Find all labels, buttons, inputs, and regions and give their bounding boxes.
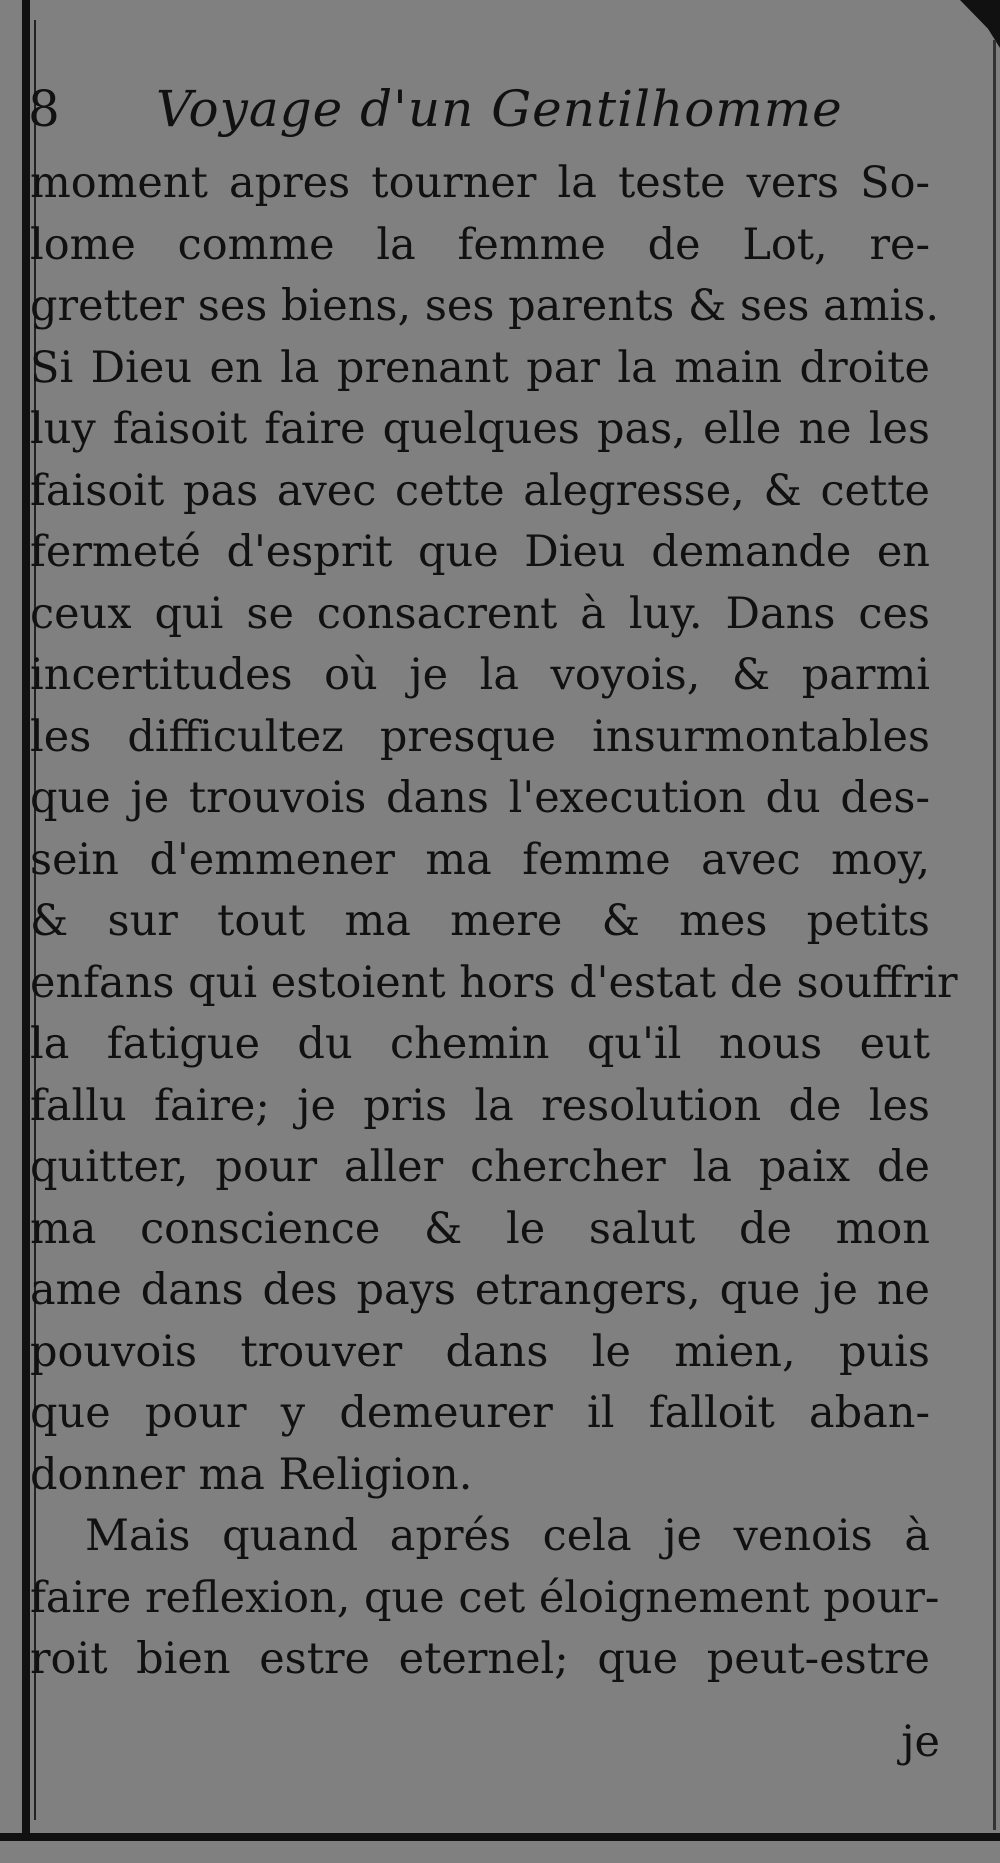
text-line: luy faisoit faire quelques pas, elle ne les	[30, 404, 930, 454]
text-line: roit bien estre eternel; que peut-estre	[30, 1634, 930, 1684]
text-line: sein d'emmener ma femme avec moy,	[30, 834, 930, 885]
scan-edge-right	[993, 40, 996, 1830]
text-line: & sur tout ma mere & mes petits	[30, 896, 930, 946]
text-line: quitter, pour aller chercher la paix de	[30, 1142, 930, 1192]
text-line: pouvois trouver dans le mien, puis	[30, 1326, 930, 1377]
text-line: la fatigue du chemin qu'il nous eut	[30, 1019, 930, 1069]
paragraph-start-line: Mais quand aprés cela je venois à	[85, 1511, 930, 1561]
text-line: Si Dieu en la prenant par la main droite	[30, 342, 930, 393]
text-line: les difficultez presque insurmontables	[30, 711, 930, 762]
text-line: ma conscience & le salut de mon	[30, 1203, 930, 1254]
text-line: ceux qui se consacrent à luy. Dans ces	[30, 588, 930, 639]
text-line: faisoit pas avec cette alegresse, & cette	[30, 465, 930, 516]
text-line: gretter ses biens, ses parents & ses amis.	[30, 281, 940, 331]
text-line: moment apres tourner la teste vers So-	[30, 158, 930, 208]
page-header	[28, 74, 988, 144]
text-line: faire reflexion, que cet éloignement pour-	[30, 1572, 940, 1623]
text-line: lome comme la femme de Lot, re-	[30, 219, 930, 270]
catchword: je	[901, 1717, 940, 1767]
body-text	[30, 153, 958, 1691]
scan-edge-bottom	[0, 1833, 1000, 1841]
scan-edge-left	[22, 0, 30, 1840]
text-line: enfans qui estoient hors d'estat de souffrir	[30, 957, 958, 1008]
text-line: que je trouvois dans l'execution du des-	[30, 773, 930, 823]
running-title: Voyage d'un Gentilhomme	[156, 80, 843, 138]
text-line: que pour y demeurer il falloit aban-	[30, 1388, 930, 1438]
text-line: fallu faire; je pris la resolution de les	[30, 1080, 930, 1131]
page-number: 8	[28, 80, 60, 138]
text-line: fermeté d'esprit que Dieu demande en	[30, 527, 930, 577]
text-line: ame dans des pays etrangers, que je ne	[30, 1265, 930, 1315]
text-line: incertitudes où je la voyois, & parmi	[30, 650, 930, 700]
text-line: donner ma Religion.	[30, 1449, 473, 1500]
